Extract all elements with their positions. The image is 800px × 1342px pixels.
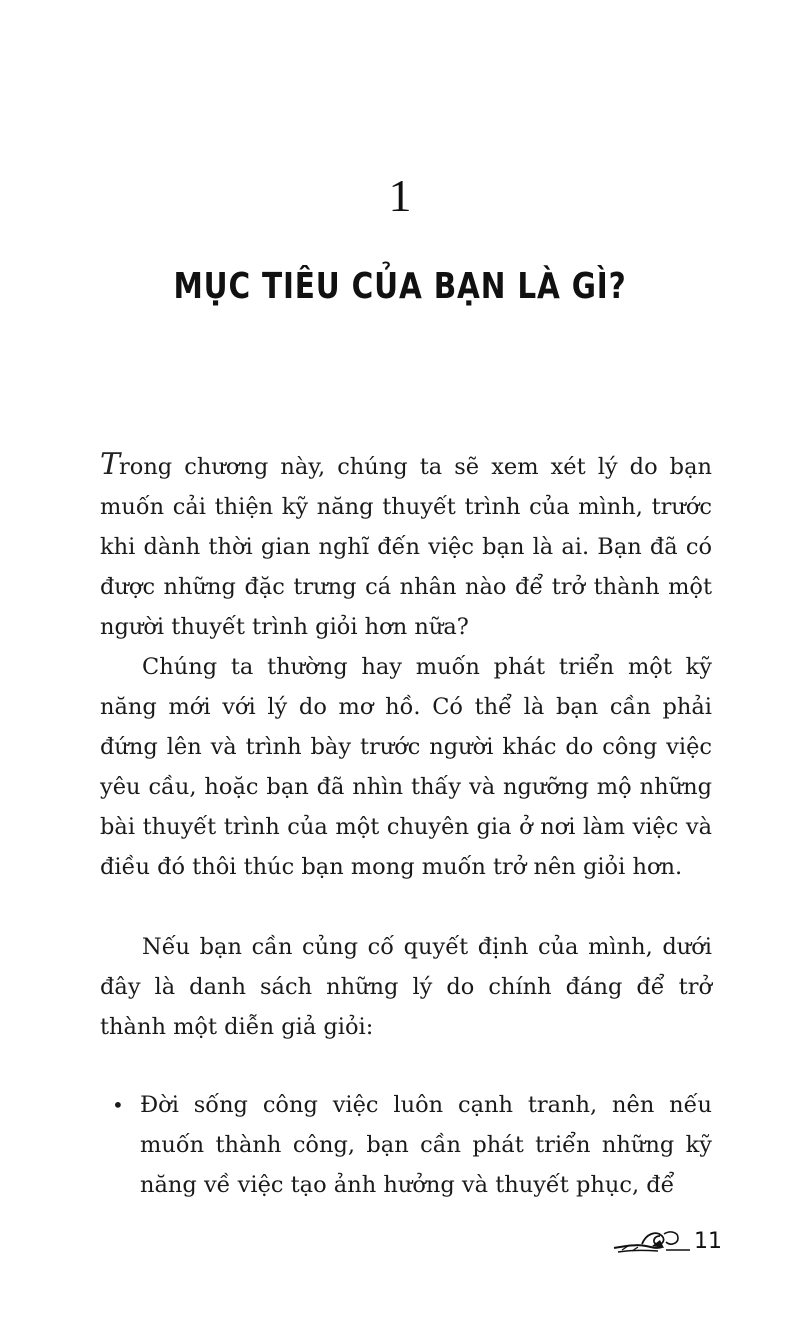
paragraph-text: rong chương này, chúng ta sẽ xem xét lý do bạn muốn cải thiện kỹ năng thuyết trình của mình, trước khi dành thời gian nghĩ đến việc bạn là ai. Bạn đã có được những đặc trưng cá nhân nào để trở thành một người thuyết trình giỏi hơn nữa?: [100, 454, 712, 640]
chapter-title: MỤC TIÊU CỦA BẠN LÀ GÌ?: [173, 266, 627, 307]
body-text-block-3: [100, 927, 712, 1047]
paragraph: Nếu bạn cần củng cố quyết định của mình, dưới đây là danh sách những lý do chính đáng để trở thành một diễn giả giỏi:: [100, 934, 712, 1040]
body-text-block-2: [100, 647, 712, 887]
list-item: [100, 1085, 712, 1205]
flourish-ornament-icon: [612, 1226, 692, 1256]
page-number: 11: [694, 1229, 722, 1254]
page-footer: [612, 1222, 722, 1262]
bullet-marker: •: [112, 1093, 124, 1117]
paragraph-intro: [100, 445, 712, 647]
body-text-block-1: [100, 445, 712, 647]
list-item-text: Đời sống công việc luôn cạnh tranh, nên nếu muốn thành công, bạn cần phát triển những kỹ năng về việc tạo ảnh hưởng và thuyết phục, để: [140, 1092, 712, 1198]
paragraph: Chúng ta thường hay muốn phát triển một kỹ năng mới với lý do mơ hồ. Có thể là bạn cần phải đứng lên và trình bày trước người khác do công việc yêu cầu, hoặc bạn đã nhìn thấy và ngưỡng mộ những bài thuyết trình của một chuyên gia ở nơi làm việc và điều đó thôi thúc bạn mong muốn trở nên giỏi hơn.: [100, 654, 712, 880]
bullet-list: [100, 1085, 712, 1205]
chapter-number: 1: [388, 170, 412, 221]
drop-cap: T: [100, 447, 120, 482]
